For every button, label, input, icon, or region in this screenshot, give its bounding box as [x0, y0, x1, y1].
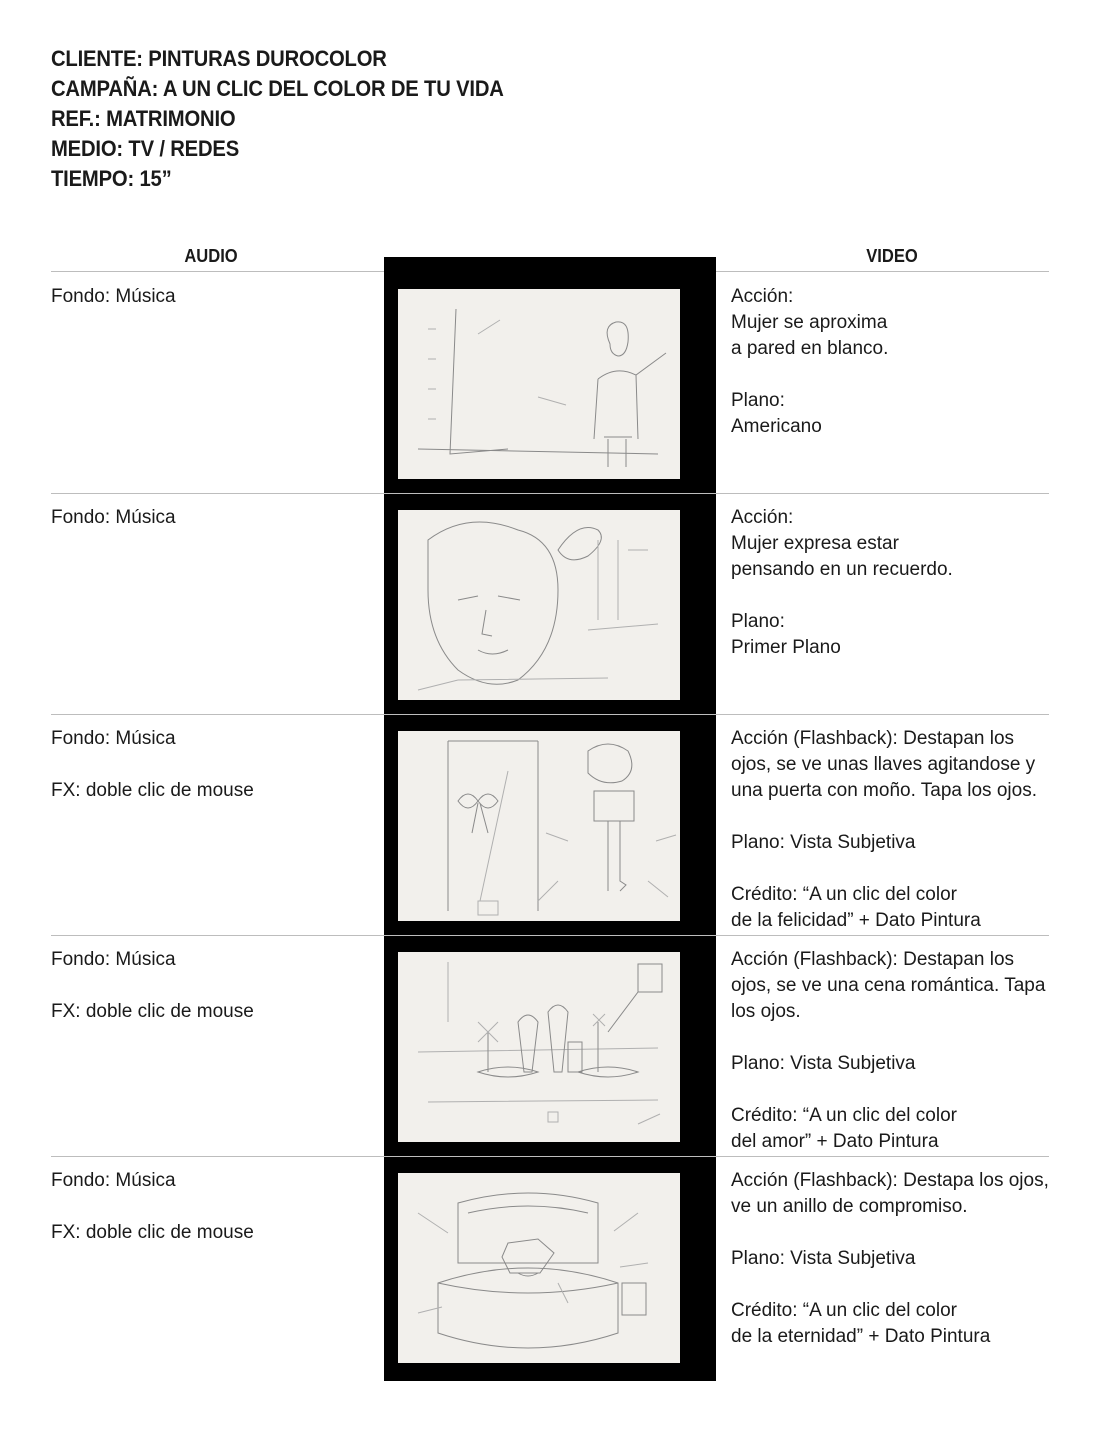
audio-line: Fondo: Música	[51, 1170, 176, 1191]
audio-line: Fondo: Música	[51, 286, 176, 307]
fx-line: FX: doble clic de mouse	[51, 1001, 254, 1022]
action-text: Acción: Mujer expresa estar pensando en un recuerdo.	[731, 507, 953, 580]
campaign-line: CAMPAÑA: A UN CLIC DEL COLOR DE TU VIDA	[51, 76, 504, 101]
shot-text: Plano: Vista Subjetiva	[731, 1248, 916, 1269]
storyboard-row	[51, 936, 1049, 1157]
credit-text: Crédito: “A un clic del color de la felicidad” + Dato Pintura	[731, 884, 981, 931]
storyboard-row	[51, 1157, 1049, 1378]
shot-text: Plano: Vista Subjetiva	[731, 832, 916, 853]
door-and-keys-sketch	[398, 731, 680, 921]
sketch-frame	[398, 731, 680, 921]
audio-cell	[51, 1168, 371, 1272]
sketch-frame	[398, 510, 680, 700]
audio-line: Fondo: Música	[51, 507, 176, 528]
action-text: Acción: Mujer se aproxima a pared en blanco.	[731, 286, 889, 359]
video-cell	[731, 947, 1049, 1181]
audio-cell	[51, 726, 371, 830]
shot-text: Plano: Americano	[731, 390, 822, 437]
sketch-frame	[398, 952, 680, 1142]
video-column-header: VIDEO	[866, 246, 918, 266]
audio-cell	[51, 505, 371, 557]
woman-at-wall-sketch	[398, 289, 680, 479]
storyboard-row	[51, 715, 1049, 936]
sketch-frame	[398, 289, 680, 479]
video-cell	[731, 284, 1049, 466]
shot-text: Plano: Vista Subjetiva	[731, 1053, 916, 1074]
engagement-ring-sketch	[398, 1173, 680, 1363]
romantic-dinner-sketch	[398, 952, 680, 1142]
audio-line: Fondo: Música	[51, 949, 176, 970]
shot-text: Plano: Primer Plano	[731, 611, 841, 658]
storyboard-row	[51, 273, 1049, 494]
fx-line: FX: doble clic de mouse	[51, 1222, 254, 1243]
video-cell	[731, 1168, 1049, 1376]
credit-text: Crédito: “A un clic del color de la eternidad” + Dato Pintura	[731, 1300, 991, 1347]
fx-line: FX: doble clic de mouse	[51, 780, 254, 801]
action-text: Acción (Flashback): Destapan los ojos, se ve una cena romántica. Tapa los ojos.	[731, 949, 1046, 1022]
time-line: TIEMPO: 15”	[51, 166, 172, 191]
video-cell	[731, 726, 1049, 960]
video-cell	[731, 505, 1049, 687]
woman-face-closeup-sketch	[398, 510, 680, 700]
ref-line: REF.: MATRIMONIO	[51, 106, 236, 131]
script-header	[51, 44, 543, 194]
sketch-frame	[398, 1173, 680, 1363]
audio-column-header: AUDIO	[184, 246, 238, 266]
client-line: CLIENTE: PINTURAS DUROCOLOR	[51, 46, 387, 71]
action-text: Acción (Flashback): Destapan los ojos, se ve unas llaves agitandose y una puerta con moño. Tapa los ojos.	[731, 728, 1037, 801]
audio-cell	[51, 284, 371, 336]
audio-cell	[51, 947, 371, 1051]
credit-text: Crédito: “A un clic del color del amor” + Dato Pintura	[731, 1105, 957, 1152]
medium-line: MEDIO: TV / REDES	[51, 136, 240, 161]
audio-line: Fondo: Música	[51, 728, 176, 749]
storyboard-row	[51, 494, 1049, 715]
action-text: Acción (Flashback): Destapa los ojos, ve un anillo de compromiso.	[731, 1170, 1049, 1217]
